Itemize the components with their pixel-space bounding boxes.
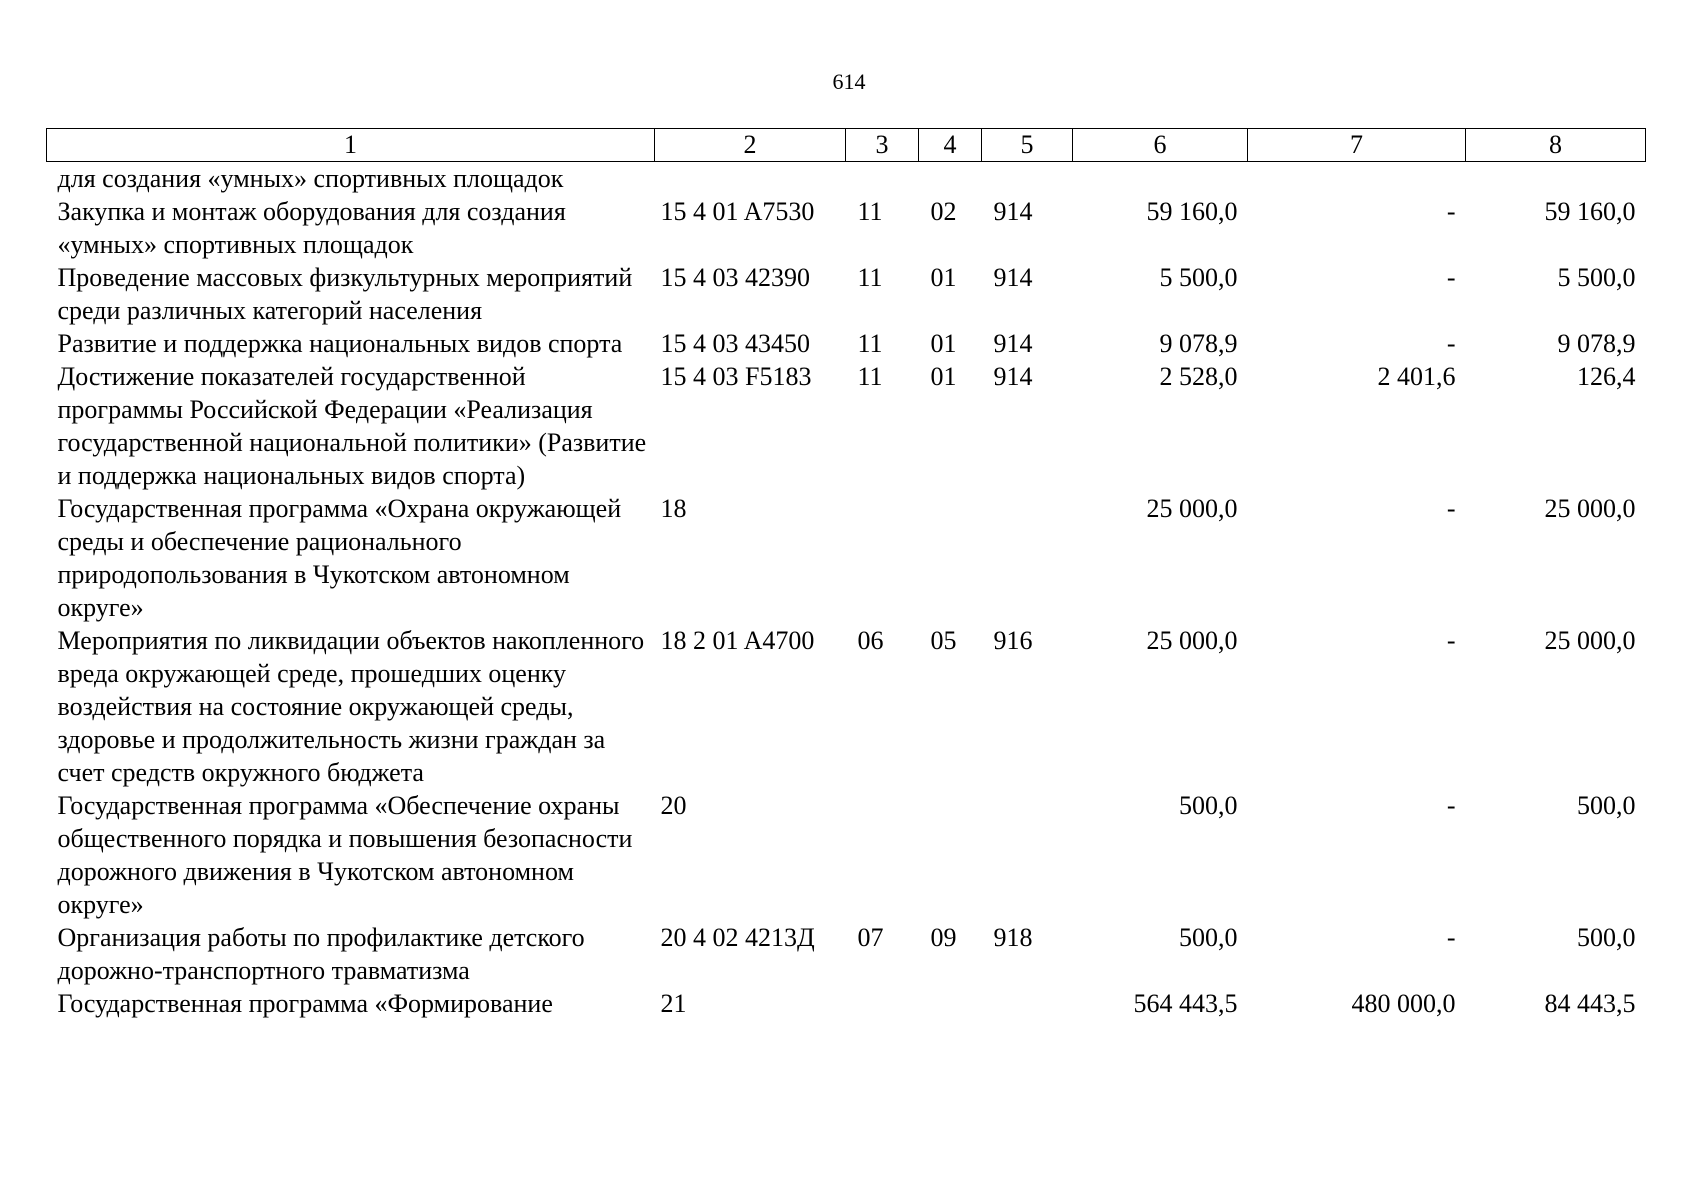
- cell-district: 84 443,5: [1544, 989, 1636, 1018]
- table-row: [47, 921, 1646, 987]
- cell-federal: [1248, 162, 1466, 196]
- cell-code: 18: [660, 494, 687, 523]
- cell-department: 914: [993, 329, 1033, 358]
- budget-table: [46, 128, 1646, 1020]
- cell-section: 11: [857, 362, 883, 391]
- cell-section: [846, 789, 919, 921]
- cell-name: Государственная программа «Охрана окружающей среды и обеспечение рационального природопользования в Чукотском автономном округе»: [57, 494, 622, 622]
- cell-code: 20: [660, 791, 687, 820]
- cell-district: 5 500,0: [1557, 263, 1636, 292]
- cell-department: 916: [993, 626, 1033, 655]
- cell-section: [846, 492, 919, 624]
- cell-subsection: 02: [930, 197, 957, 226]
- cell-district: 25 000,0: [1544, 494, 1636, 523]
- cell-district: 9 078,9: [1557, 329, 1636, 358]
- cell-name: Развитие и поддержка национальных видов спорта: [57, 329, 623, 358]
- cell-total: 500,0: [1179, 923, 1238, 952]
- cell-name: Государственная программа «Формирование: [57, 989, 553, 1018]
- cell-district: 59 160,0: [1544, 197, 1636, 226]
- cell-total: 59 160,0: [1146, 197, 1238, 226]
- column-header-7: 7: [1248, 129, 1466, 162]
- table-row: [47, 162, 1646, 196]
- column-header-5: 5: [982, 129, 1073, 162]
- cell-subsection: 09: [930, 923, 957, 952]
- cell-total: 5 500,0: [1159, 263, 1238, 292]
- cell-name: Проведение массовых физкультурных мероприятий среди различных категорий населения: [57, 263, 633, 325]
- cell-subsection: 01: [930, 329, 957, 358]
- cell-district: 500,0: [1577, 923, 1636, 952]
- cell-department: [982, 492, 1073, 624]
- cell-code: 20 4 02 4213Д: [660, 923, 815, 952]
- cell-total: 500,0: [1179, 791, 1238, 820]
- cell-federal: -: [1446, 923, 1456, 952]
- table-row: [47, 360, 1646, 492]
- cell-department: [982, 987, 1073, 1020]
- cell-section: 06: [857, 626, 884, 655]
- cell-name: Достижение показателей государственной программы Российской Федерации «Реализация государственной национальной политики» (Развитие и поддержка национальных видов спорта): [57, 362, 647, 490]
- cell-federal: -: [1446, 626, 1456, 655]
- cell-code: 15 4 01 A7530: [660, 197, 815, 226]
- cell-name: Государственная программа «Обеспечение охраны общественного порядка и повышения безопасности дорожного движения в Чукотском автономном округе»: [57, 791, 633, 919]
- cell-code: 18 2 01 A4700: [660, 626, 815, 655]
- cell-subsection: [919, 987, 982, 1020]
- cell-total: 2 528,0: [1159, 362, 1238, 391]
- table-header-row: [47, 129, 1646, 162]
- cell-section: 11: [857, 329, 883, 358]
- cell-subsection: 05: [930, 626, 957, 655]
- cell-federal: 480 000,0: [1351, 989, 1456, 1018]
- cell-total: 25 000,0: [1146, 626, 1238, 655]
- cell-department: 914: [993, 197, 1033, 226]
- page-number: 614: [832, 69, 866, 94]
- table-body: [47, 162, 1646, 1021]
- cell-section: 11: [857, 263, 883, 292]
- table-row: [47, 195, 1646, 261]
- cell-name: Организация работы по профилактике детского дорожно-транспортного травматизма: [57, 923, 585, 985]
- cell-section: 07: [857, 923, 884, 952]
- cell-district: 126,4: [1577, 362, 1636, 391]
- cell-department: [982, 789, 1073, 921]
- cell-federal: -: [1446, 329, 1456, 358]
- cell-federal: -: [1446, 494, 1456, 523]
- column-header-8: 8: [1466, 129, 1646, 162]
- cell-subsection: [919, 492, 982, 624]
- table-row: [47, 789, 1646, 921]
- cell-district: [1466, 162, 1646, 196]
- cell-section: 11: [857, 197, 883, 226]
- column-header-6: 6: [1073, 129, 1248, 162]
- cell-total: 25 000,0: [1146, 494, 1238, 523]
- cell-name: Закупка и монтаж оборудования для создания «умных» спортивных площадок: [57, 197, 566, 259]
- cell-name: Мероприятия по ликвидации объектов накопленного вреда окружающей среде, прошедших оценку воздействия на состояние окружающей среды, здоровье и продолжительность жизни граждан за счет средств окружного бюджета: [57, 626, 645, 787]
- cell-code: 21: [660, 989, 687, 1018]
- cell-subsection: [919, 162, 982, 196]
- table-row: [47, 327, 1646, 360]
- cell-section: [846, 162, 919, 196]
- cell-code: 15 4 03 F5183: [660, 362, 812, 391]
- column-header-1: 1: [47, 129, 655, 162]
- table-row: [47, 987, 1646, 1020]
- cell-total: 564 443,5: [1133, 989, 1238, 1018]
- cell-subsection: [919, 789, 982, 921]
- cell-federal: -: [1446, 197, 1456, 226]
- cell-federal: -: [1446, 791, 1456, 820]
- cell-department: 918: [993, 923, 1033, 952]
- table-row: [47, 261, 1646, 327]
- table-row: [47, 624, 1646, 789]
- column-header-4: 4: [919, 129, 982, 162]
- cell-department: 914: [993, 263, 1033, 292]
- cell-subsection: 01: [930, 263, 957, 292]
- cell-code: 15 4 03 43450: [660, 329, 810, 358]
- cell-federal: -: [1446, 263, 1456, 292]
- cell-subsection: 01: [930, 362, 957, 391]
- cell-department: 914: [993, 362, 1033, 391]
- cell-federal: 2 401,6: [1377, 362, 1456, 391]
- cell-code: [655, 162, 846, 196]
- cell-total: [1073, 162, 1248, 196]
- cell-name: для создания «умных» спортивных площадок: [57, 164, 564, 193]
- cell-district: 500,0: [1577, 791, 1636, 820]
- cell-section: [846, 987, 919, 1020]
- table-row: [47, 492, 1646, 624]
- column-header-2: 2: [655, 129, 846, 162]
- cell-district: 25 000,0: [1544, 626, 1636, 655]
- cell-code: 15 4 03 42390: [660, 263, 810, 292]
- cell-department: [982, 162, 1073, 196]
- column-header-3: 3: [846, 129, 919, 162]
- cell-total: 9 078,9: [1159, 329, 1238, 358]
